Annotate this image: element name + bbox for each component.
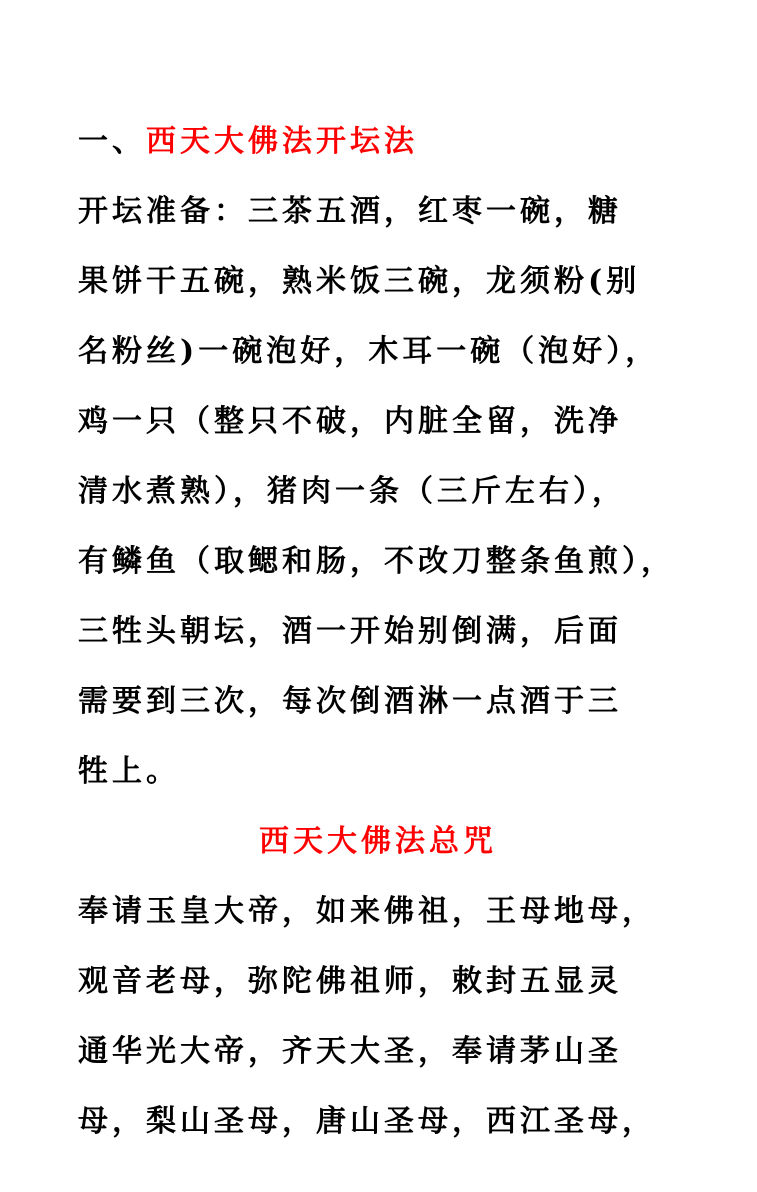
mantra-line: 观音老母，弥陀佛祖师，敕封五显灵: [78, 964, 622, 999]
mantra-line: 母，梨山圣母，唐山圣母，西江圣母，: [78, 1104, 656, 1139]
preparation-line: 需要到三次，每次倒酒淋一点酒于三: [78, 684, 622, 719]
preparation-line: 三牲头朝坛，酒一开始别倒满，后面: [78, 614, 622, 649]
mantra-heading: 西天大佛法总咒: [259, 824, 497, 859]
preparation-line: 有鳞鱼（取鳃和肠，不改刀整条鱼煎），: [78, 544, 675, 579]
preparation-line: 名粉丝)一碗泡好，木耳一碗（泡好），: [78, 334, 660, 369]
preparation-line: 牲上。: [78, 754, 180, 789]
document-body: [78, 107, 718, 1157]
section-number: 一、: [78, 124, 146, 159]
mantra-line: 通华光大帝，齐天大圣，奉请茅山圣: [78, 1034, 622, 1069]
preparation-line: 鸡一只（整只不破，内脏全留，洗净: [78, 404, 622, 439]
preparation-line: 清水煮熟），猪肉一条（三斤左右），: [78, 474, 626, 509]
section-title: [78, 107, 718, 177]
preparation-line: 果饼干五碗，熟米饭三碗，龙须粉(别: [78, 264, 641, 299]
mantra-line: 奉请玉皇大帝，如来佛祖，王母地母，: [78, 894, 656, 929]
section-title-text: 西天大佛法开坛法: [146, 124, 418, 159]
preparation-line: 开坛准备：三茶五酒，红枣一碗，糖: [78, 194, 622, 229]
